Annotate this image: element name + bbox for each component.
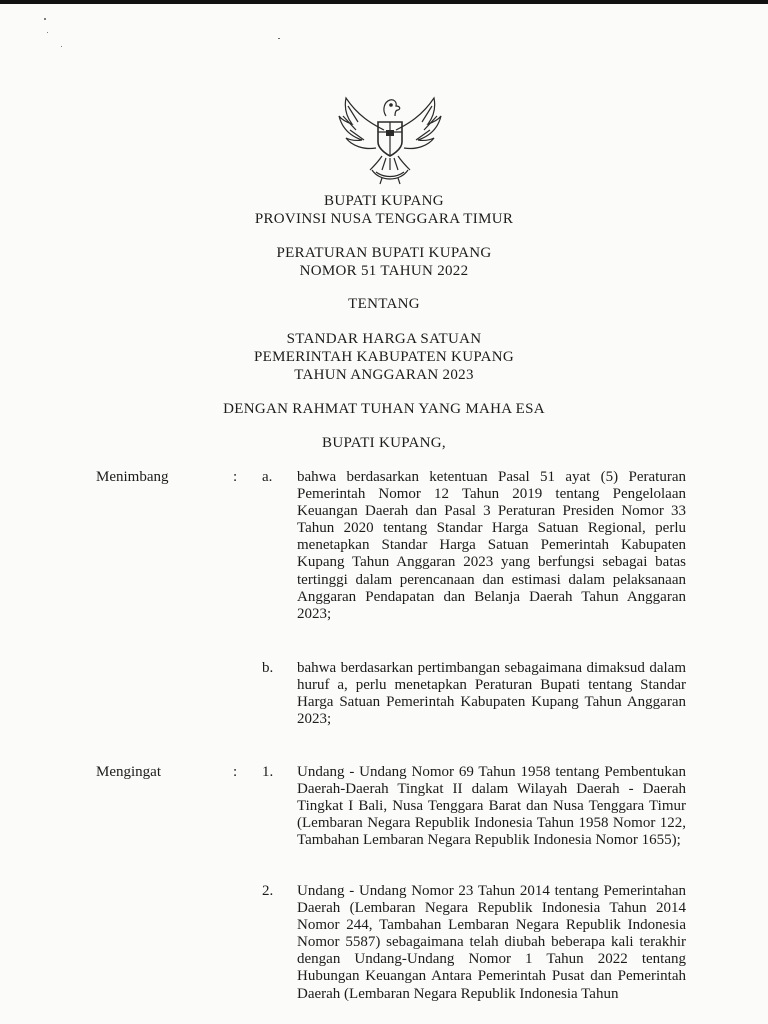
subject-line-2: PEMERINTAH KABUPATEN KUPANG xyxy=(254,349,514,365)
item-marker: a. xyxy=(262,469,273,485)
section-label-menimbang: Menimbang xyxy=(96,469,169,485)
about-label: TENTANG xyxy=(348,296,420,312)
scan-speck xyxy=(44,18,46,20)
item-text: Undang - Undang Nomor 23 Tahun 2014 tentang Pemerintahan Daerah (Lembaran Negara Republik Indonesia Tahun 2014 Nomor 244, Tambahan Lembaran Negara Republik Indonesia Nomor 5587) sebagaimana telah diubah beberapa kali terakhir dengan Undang-Undang Nomor 1 Tahun 2022 tentang Hubungan Keuangan Antara Pemerintah Pusat dan Pemerintah Daerah (Lembaran Negara Republik Indonesia Tahun xyxy=(297,883,686,1002)
subject-line-3: TAHUN ANGGARAN 2023 xyxy=(294,367,474,383)
regulation-number: NOMOR 51 TAHUN 2022 xyxy=(299,263,469,279)
scan-speck xyxy=(278,38,280,39)
item-marker: b. xyxy=(262,660,274,676)
garuda-emblem-icon xyxy=(334,86,446,188)
section-label-mengingat: Mengingat xyxy=(96,764,161,780)
header-line-1: BUPATI KUPANG xyxy=(324,193,444,209)
item-text: bahwa berdasarkan pertimbangan sebagaimana dimaksud dalam huruf a, perlu menetapkan Peraturan Bupati tentang Standar Harga Satuan Pemerintah Kabupaten Kupang Tahun Anggaran 2023; xyxy=(297,660,686,728)
section-colon: : xyxy=(233,469,238,485)
subject-line-1: STANDAR HARGA SATUAN xyxy=(286,331,482,347)
scan-top-edge xyxy=(0,0,768,4)
scan-speck xyxy=(61,46,62,47)
item-marker: 1. xyxy=(262,764,274,780)
header-line-2: PROVINSI NUSA TENGGARA TIMUR xyxy=(254,211,514,227)
section-colon: : xyxy=(233,764,238,780)
scan-speck xyxy=(47,32,48,33)
authority-title: BUPATI KUPANG, xyxy=(322,435,446,451)
item-text: bahwa berdasarkan ketentuan Pasal 51 ayat (5) Peraturan Pemerintah Nomor 12 Tahun 2019 tentang Pengelolaan Keuangan Daerah dan Pasal 3 Peraturan Presiden Nomor 33 Tahun 2020 tentang Standar Harga Satuan Regional, perlu menetapkan Standar Harga Satuan Pemerintah Kabupaten Kupang Tahun Anggaran 2023 yang berfungsi sebagai batas tertinggi dalam perencanaan dan estimasi dalam pelaksanaan Anggaran Pendapatan dan Belanja Daerah Tahun Anggaran 2023; xyxy=(297,469,686,622)
item-marker: 2. xyxy=(262,883,274,899)
invocation: DENGAN RAHMAT TUHAN YANG MAHA ESA xyxy=(223,401,545,417)
item-text: Undang - Undang Nomor 69 Tahun 1958 tentang Pembentukan Daerah-Daerah Tingkat II dalam Wilayah Daerah - Daerah Tingkat I Bali, Nusa Tenggara Barat dan Nusa Tenggara Timur (Lembaran Negara Republik Indonesia Tahun 1958 Nomor 122, Tambahan Lembaran Negara Republik Indonesia Nomor 1655); xyxy=(297,764,686,849)
regulation-title: PERATURAN BUPATI KUPANG xyxy=(276,245,492,261)
